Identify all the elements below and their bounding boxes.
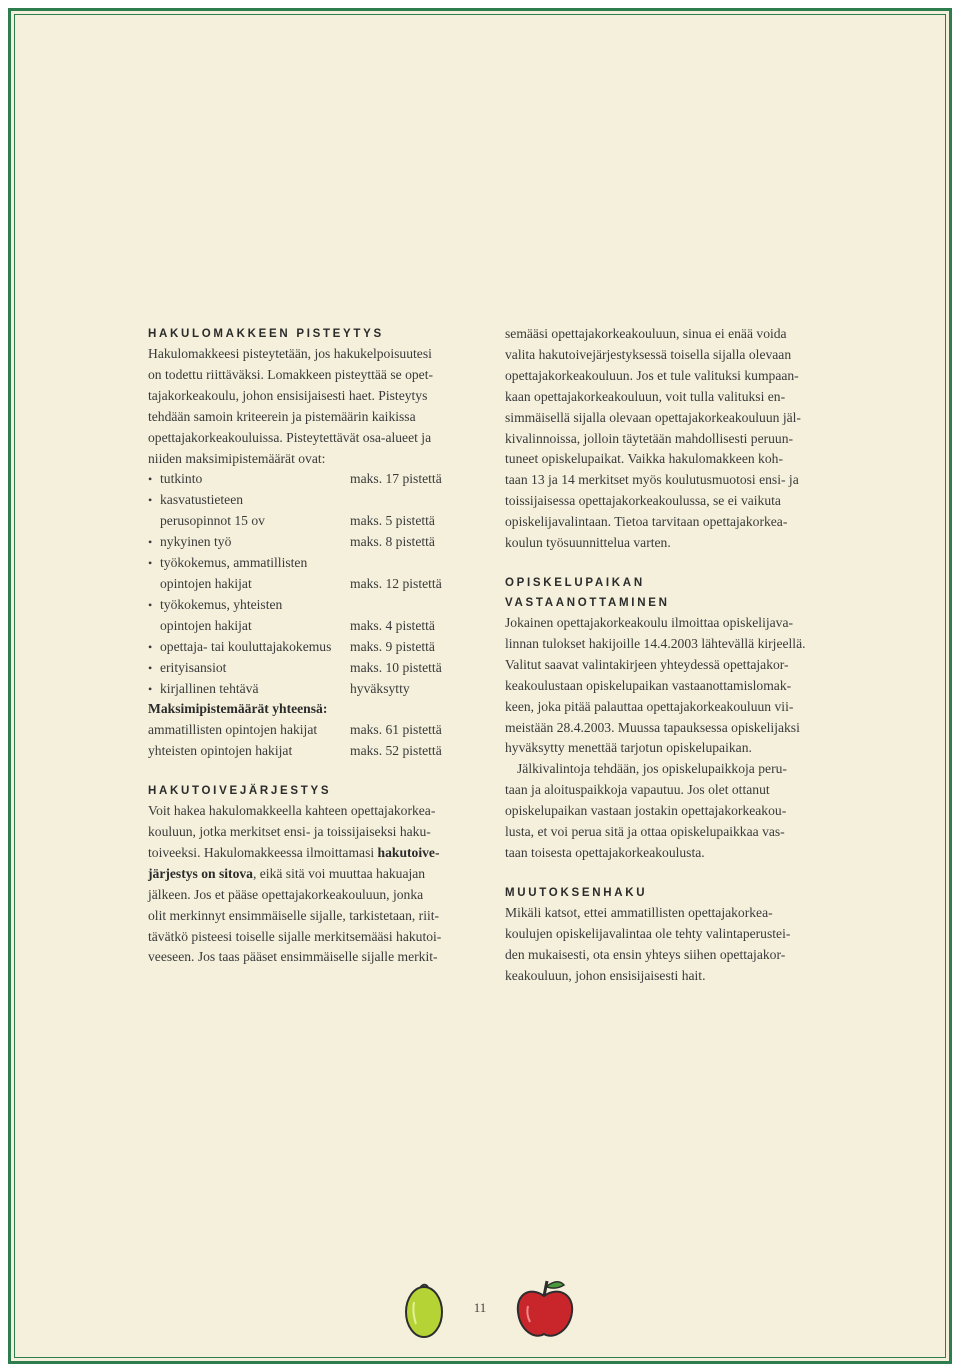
emphasis: hakutoive- [377, 844, 440, 860]
points-item-continued: opintojen hakijat maks. 4 pistettä [160, 617, 435, 633]
text-line: taan toisesta opettajakorkeakoulusta. [505, 844, 705, 860]
points-list [148, 469, 460, 699]
points-item-continued: opintojen hakijat maks. 12 pistettä [160, 575, 442, 591]
text-line: kouluun, jotka merkitset ensi- ja toissijaiseksi haku- [148, 824, 431, 840]
left-column [148, 324, 460, 968]
points-item: • nykyinen työ maks. 8 pistettä [148, 532, 460, 553]
text-line: Jokainen opettajakorkeakoulu ilmoittaa opiskelijava- [505, 614, 794, 630]
text-line: jälkeen. Jos et pääse opettajakorkeakouluun, jonka [148, 886, 424, 902]
muutoksenhaku-text [505, 903, 815, 987]
bullet-icon: • [148, 660, 153, 675]
text-line: taan ja aloituspaikkoja vapautuu. Jos olet ottanut [505, 782, 770, 798]
section-heading-muutoksenhaku: MUUTOKSENHAKU [505, 886, 648, 899]
bullet-icon: • [148, 472, 153, 487]
text-line: järjestys on sitova, eikä sitä voi muuttaa hakuajan [148, 865, 426, 881]
text-line: lusta, et voi perua sitä ja ottaa opiskelupaikkaa vas- [505, 824, 785, 840]
text-line: taan 13 ja 14 merkitset myös koulutusmuotosi ensi- ja [505, 472, 799, 488]
section-gap [505, 554, 815, 573]
text-line: Valitut saavat valintakirjeen yhteydessä opettajakor- [505, 656, 789, 672]
hakutoivejarjestys-text [148, 801, 460, 968]
bullet-icon: • [148, 681, 153, 696]
text-line: keen, joka pitää palauttaa opettajakorkeakouluun vii- [505, 698, 794, 714]
text-line: niiden maksimipistemäärät ovat: [148, 450, 326, 466]
pisteytys-intro [148, 344, 460, 469]
text-line: kivalinnoissa, jolloin täytetään mahdollisesti peruun- [505, 430, 794, 446]
bullet-icon: • [148, 597, 153, 612]
points-item: • opettaja- tai kouluttajakokemus maks. 9 pistettä [148, 637, 460, 658]
text-line: simmäisellä sijalla olevaan opettajakorkeakouluun jäl- [505, 409, 801, 425]
text-line: kaan opettajakorkeakouluun, voit tulla valituksi en- [505, 388, 786, 404]
text-line: opettajakorkeakouluissa. Pisteytettävät osa-alueet ja [148, 429, 432, 445]
bullet-icon: • [148, 639, 153, 654]
totals-row: ammatillisten opintojen hakijat maks. 61 pistettä [148, 722, 442, 738]
text-line: tuneet opiskelupaikat. Vaikka hakulomakkeen koh- [505, 451, 783, 467]
vastaanottaminen-text [505, 613, 815, 759]
text-line: koulun työsuunnittelua varten. [505, 535, 671, 551]
totals-heading: Maksimipistemäärät yhteensä: [148, 701, 328, 717]
points-item: • erityisansiot maks. 10 pistettä [148, 658, 460, 679]
bullet-icon: • [148, 556, 153, 571]
text-line: Voit hakea hakulomakkeella kahteen opettajakorkea- [148, 803, 436, 819]
apple-icon [512, 1276, 576, 1342]
text-line: opiskelupaikan vastaan jostakin opettajakorkeakou- [505, 803, 787, 819]
text-line: meistään 28.4.2003. Muussa tapauksessa opiskelijaksi [505, 719, 800, 735]
section-heading-vastaanottaminen: OPISKELUPAIKAN VASTAANOTTAMINEN [505, 576, 670, 609]
section-heading-pisteytys: HAKULOMAKKEEN PISTEYTYS [148, 328, 384, 340]
text-line: Hakulomakkeesi pisteytetään, jos hakukelpoisuutesi [148, 346, 432, 361]
lime-icon [402, 1278, 446, 1342]
text-line: keakouluun, johon ensisijaisesti hait. [505, 967, 706, 983]
bullet-icon: • [148, 493, 153, 508]
text-line: tehdään samoin kriteerein ja pistemäärin kaikissa [148, 408, 416, 424]
text-line: koulujen opiskelijavalintaa ole tehty valintaperustei- [505, 925, 791, 941]
points-item-continued: perusopinnot 15 ov maks. 5 pistettä [160, 513, 435, 529]
text-line: linnan tulokset hakijoille 14.4.2003 lähtevällä kirjeellä. [505, 635, 806, 651]
text-line: keakoulustaan opiskelupaikan vastaanottamislomak- [505, 677, 792, 693]
section-gap [148, 762, 460, 781]
text-line: opiskelijavalintaan. Tietoa tarvitaan opettajakorkea- [505, 514, 788, 530]
text-line: opettajakorkeakouluun. Jos et tule valituksi kumpaan- [505, 367, 799, 383]
emphasis: järjestys on sitova [148, 865, 253, 881]
page-number: 11 [473, 1300, 487, 1315]
text-line: hyväksytty menettää tarjotun opiskelupaikan. [505, 740, 752, 756]
points-item: • työkokemus, ammatillisten [148, 553, 460, 574]
text-line: Jälkivalintoja tehdään, jos opiskelupaikkoja peru- [517, 761, 787, 777]
text-line: toissijaisessa opettajakorkeakoulussa, se ei vaikuta [505, 493, 781, 509]
text-line: toiveeksi. Hakulomakkeessa ilmoittamasi hakutoive- [148, 844, 440, 860]
points-item: • työkokemus, yhteisten [148, 595, 460, 616]
jalkivalinnat-text [505, 759, 815, 864]
right-column [505, 324, 815, 986]
section-heading-hakutoivejarjestys: HAKUTOIVEJÄRJESTYS [148, 785, 332, 798]
text-line: den mukaisesti, ota ensin yhteys siihen opettajakor- [505, 946, 786, 962]
text-line: valita hakutoivejärjestyksessä toisella sijalla olevaan [505, 346, 792, 362]
section-gap [505, 864, 815, 883]
text-line: Mikäli katsot, ettei ammatillisten opettajakorkea- [505, 904, 773, 920]
text-line: veeseen. Jos taas pääset ensimmäiselle sijalle merkit- [148, 949, 438, 965]
text-line: on todettu riittäväksi. Lomakkeen pisteyttää se opet- [148, 366, 434, 382]
bullet-icon: • [148, 535, 153, 550]
points-item: • tutkinto maks. 17 pistettä [148, 469, 460, 490]
text-line: semääsi opettajakorkeakouluun, sinua ei enää voida [505, 326, 787, 341]
text-line: tajakorkeakoulu, johon ensisijaisesti haet. Pisteytys [148, 387, 428, 403]
points-item: • kasvatustieteen [148, 490, 460, 511]
totals-row: yhteisten opintojen hakijat maks. 52 pistettä [148, 743, 442, 759]
text-line: tävätkö pisteesi toiselle sijalle merkitsemääsi hakutoi- [148, 928, 442, 944]
points-item: • kirjallinen tehtävä hyväksytty [148, 679, 460, 700]
text-line: olit merkinnyt ensimmäiselle sijalle, tarkistetaan, riit- [148, 907, 440, 923]
hakutoivejarjestys-continued [505, 324, 815, 554]
